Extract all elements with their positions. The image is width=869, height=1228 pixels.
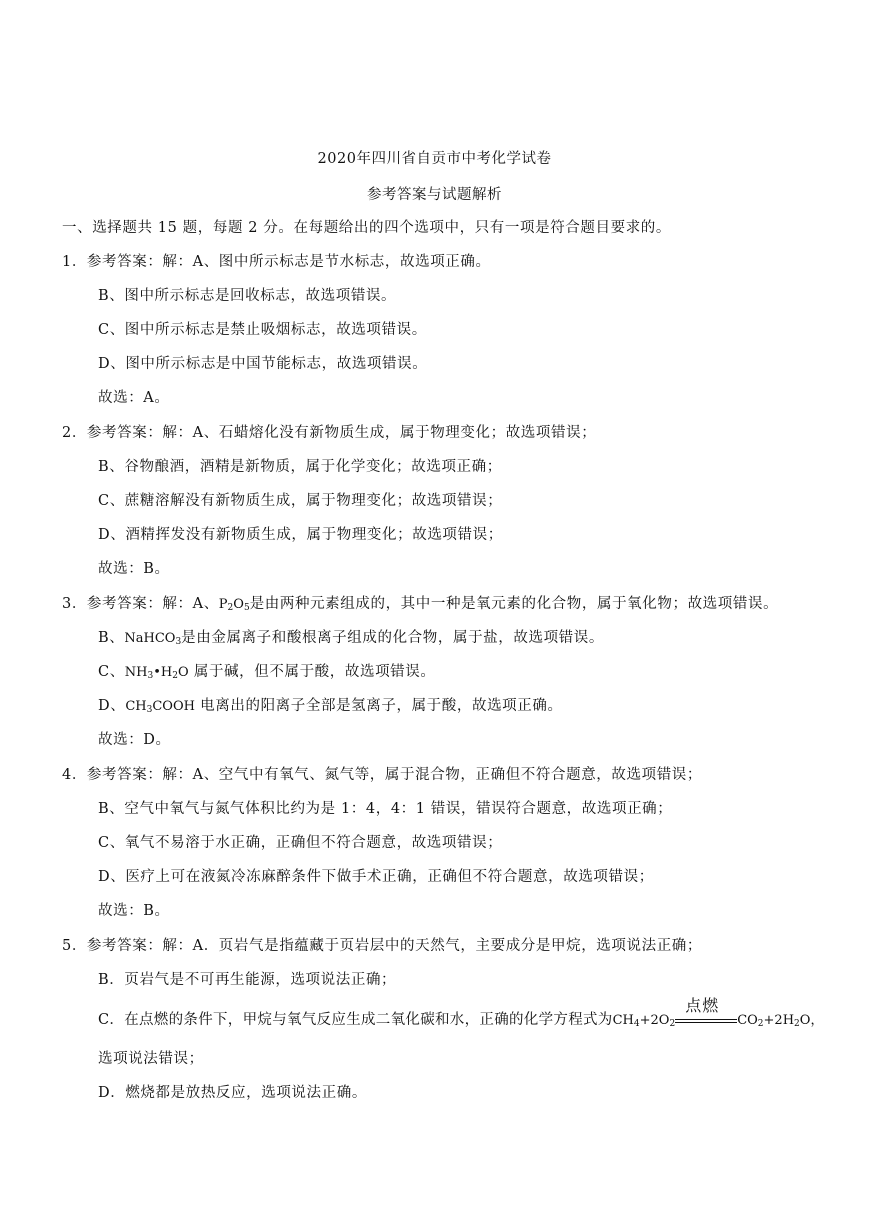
q4-option-c: C、氧气不易溶于水正确，正确但不符合题意，故选项错误； <box>98 835 503 851</box>
q4-option-b: B、空气中氧气与氮气体积比约为是 1：4，4：1 错误，错误符合题意，故选项正确； <box>98 801 673 817</box>
q1-answer: 故选：A。 <box>98 390 170 406</box>
q1-option-b: B、图中所示标志是回收标志，故选项错误。 <box>98 288 397 304</box>
q1-option-a: 1．参考答案：解：A、图中所示标志是节水标志，故选项正确。 <box>62 254 491 270</box>
q5-option-b: B．页岩气是不可再生能源，选项说法正确； <box>98 972 397 988</box>
q2-option-c: C、蔗糖溶解没有新物质生成，属于物理变化；故选项错误； <box>98 493 503 509</box>
q2-answer: 故选：B。 <box>98 561 170 577</box>
q5-option-c-continued: 选项说法错误； <box>98 1051 204 1067</box>
q2-option-d: D、酒精挥发没有新物质生成，属于物理变化；故选项错误； <box>98 527 503 543</box>
section-heading: 一、选择题共 15 题，每题 2 分。在每题给出的四个选项中，只有一项是符合题目要求的。 <box>62 220 672 236</box>
q4-option-d: D、医疗上可在液氮冷冻麻醉条件下做手术正确，正确但不符合题意，故选项错误； <box>98 869 654 885</box>
q2-option-b: B、谷物酿酒，酒精是新物质，属于化学变化；故选项正确； <box>98 459 502 475</box>
q4-answer: 故选：B。 <box>98 903 170 919</box>
q5-option-d: D．燃烧都是放热反应，选项说法正确。 <box>98 1085 367 1101</box>
q3-option-b: B、NaHCO$_3$是由金属离子和酸根离子组成的化合物，属于盐，故选项错误。 <box>98 630 604 647</box>
page-subtitle: 参考答案与试题解析 <box>367 187 502 203</box>
q3-answer: 故选：D。 <box>98 732 171 748</box>
q5-option-c: C．在点燃的条件下，甲烷与氧气反应生成二氧化碳和水，正确的化学方程式为$CH_4+2O_2$ 点燃 $CO_2+2H_2O$， <box>98 996 824 1029</box>
q3-option-a: 3．参考答案：解：A、$P_2O_5$是由两种元素组成的，其中一种是氧元素的化合物，属于氧化物；故选项错误。 <box>62 596 779 613</box>
q5-option-a: 5．参考答案：解：A．页岩气是指蕴藏于页岩层中的天然气，主要成分是甲烷，选项说法正确； <box>62 938 702 954</box>
q1-option-d: D、图中所示标志是中国节能标志，故选项错误。 <box>98 356 428 372</box>
q3-option-d: D、$CH_3COOH$ 电离出的阳离子全部是氢离子，属于酸，故选项正确。 <box>98 698 563 715</box>
reaction-condition-arrow: 点燃 <box>675 1013 737 1027</box>
q2-option-a: 2．参考答案：解：A、石蜡熔化没有新物质生成，属于物理变化；故选项错误； <box>62 425 597 441</box>
q3-option-c: C、$NH_3•H_2O$ 属于碱，但不属于酸，故选项错误。 <box>98 664 436 681</box>
q4-option-a: 4．参考答案：解：A、空气中有氧气、氮气等，属于混合物，正确但不符合题意，故选项错误； <box>62 767 702 783</box>
q1-option-c: C、图中所示标志是禁止吸烟标志，故选项错误。 <box>98 322 427 338</box>
page-title: 2020年四川省自贡市中考化学试卷 <box>317 151 552 167</box>
